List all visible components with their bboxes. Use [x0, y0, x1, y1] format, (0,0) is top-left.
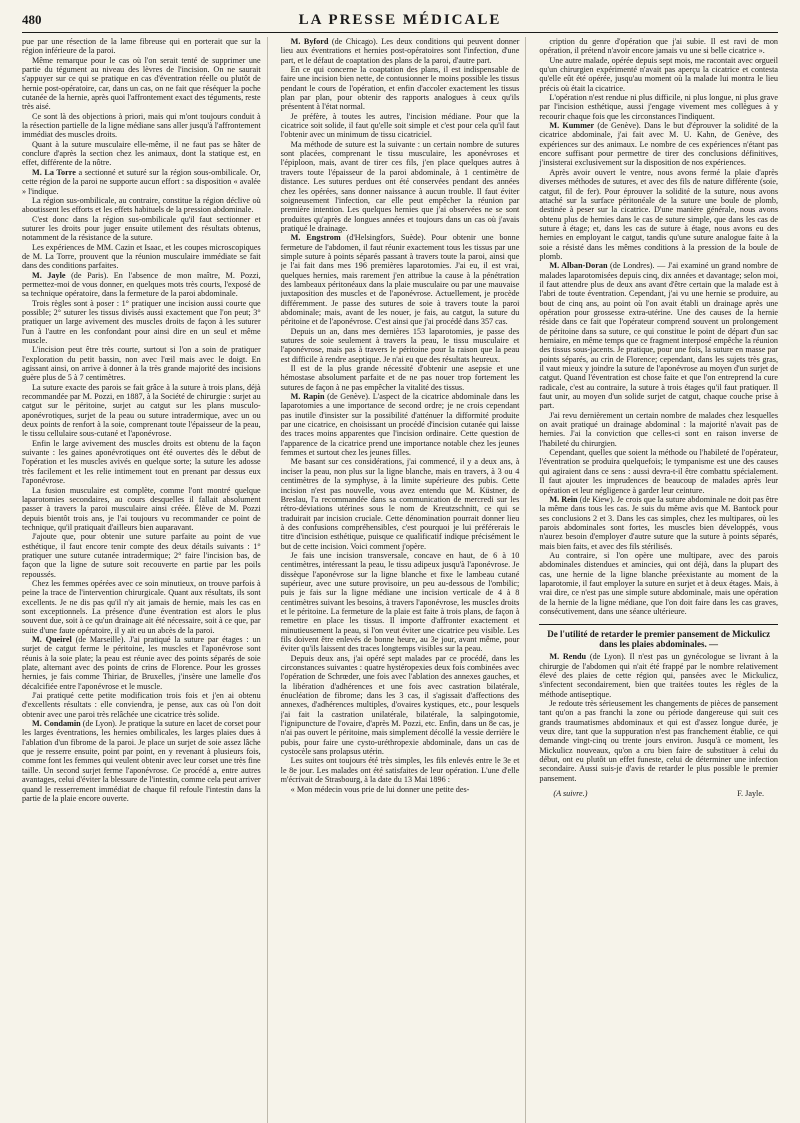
paragraph: [539, 448, 778, 495]
paragraph-text: L'incision peut être très courte, surtout si l'on a soin de pratiquer l'exploration du petit bassin, non avec l'œil mais avec le doigt. En agissant ainsi, on arrive à donner à la très grande majorité des incisions guère plus de 5 à 7 centimètres.: [22, 345, 261, 383]
paragraph: [281, 785, 520, 794]
paragraph-text: Depuis un an, dans mes dernières 153 laparotomies, je passe des sutures de soie seulement à travers la peau, le tissu musculaire et l'aponévrose, mais pas à travers le péritoine pour la raison que la peau est difficile à rendre aseptique. Je n'ai eu que des résultats heureux.: [280, 326, 520, 364]
paragraph: [539, 551, 778, 616]
paragraph: [22, 345, 261, 382]
speaker-name: M. Queirel: [32, 635, 72, 644]
page-header: [22, 10, 778, 33]
paragraph: [22, 635, 261, 691]
paragraph: [539, 261, 778, 411]
paragraph-text: (de Londres). — J'ai examiné un grand nombre de malades laparotomisées depuis cinq, dix années et davantage; selon moi, il faut attendre plus de deux ans avant d'être certain que la malade est à l'abri de toute éventration. Cependant, j'ai vu une hernie se produire, au bout de cinq ans, au point où l'on avait établi un drainage après une opération pour grossesse extra-utérine. Une des causes de la hernie réside dans ce fait que l'opérateur comprend souvent un prolongement de péritoine dans sa suture, ce qui constitue le point de départ d'un sac herniaire, en même temps que ce fragment interposé empêche la réunion des tissus sous-jacents. Je pratique, pour une fois, la suture en masse par points séparés, au crin de Florence; cependant, dans les sujets très gras, il vaut mieux y joindre la suture de l'aponévrose au moyen d'un surjet de catgut. Quand l'éventration est chose faite et que l'on entreprend la cure radicale, c'est au contraire, la suture à trois étages qu'il faut pratiquer. Il faut unir, au moyen d'un solide surjet de catgut, chaque couche prise à part.: [539, 261, 778, 411]
paragraph: [22, 532, 261, 579]
paragraph: [281, 457, 520, 550]
paragraph-text: Trois règles sont à poser : 1° pratiquer une incision aussi courte que possible; 2° suturer les tissus divisés aussi exactement que l'on peut; 3° pratiquer un large avivement des muscles droits de façon à les suturer l'un à l'autre en les confondant pour ainsi dire en un seul et même muscle.: [22, 298, 261, 345]
speaker-name: M. Rein: [549, 494, 578, 504]
paragraph: [22, 215, 261, 243]
paragraph: [22, 486, 261, 533]
paragraph: [539, 121, 778, 168]
paragraph: [22, 691, 261, 719]
paragraph-text: L'opération n'est rendue ni plus difficile, ni plus longue, ni plus grave par l'incision esthétique, aussi j'engage vivement mes collègues à y recourir chaque fois que les circonstances l'indiquent.: [539, 93, 778, 121]
paragraph: [539, 93, 778, 121]
paragraph: [281, 233, 520, 326]
paragraph-text: Cependant, quelles que soient la méthode ou l'habileté de l'opérateur, l'éventration se produira quelquefois; le tympanisme est une des causes qui agiraient dans ce sens : aussi devra-t-il être combattu spécialement. Il faut ajouter les imprudences de beaucoup de malades après leur opération et leur négligence à garder leur ceinture.: [539, 448, 778, 495]
paragraph-text: J'ai pratiqué cette petite modification trois fois et j'en ai obtenu d'excellents résultats : elle conviendra, je pense, aux cas où l'on doit obtenir avec une paroi très relâchée une cicatrice très solide.: [22, 691, 261, 719]
signoff: [539, 789, 778, 798]
speaker-name: M. Kummer: [549, 121, 595, 131]
paragraph-text: (d'Helsingfors, Suède). Pour obtenir une bonne fermeture de l'abdomen, il faut réunir exactement tous les tissus par une simple suture à points séparés passant à travers toute la paroi, ainsi que je l'ai fait dans mes 196 premières laparotomies. J'ai eu, il est vrai, quelques hernies, mais rarement j'en attribue la cause à la pénétration des lambeaux péritonéaux dans la plaie musculaire ou par une mauvaise juxtaposition des muscles et de l'aponévrose. Actuellement, je procède différemment. Je passe des sutures de soie à travers toute la paroi abdominale; mais, avant de les nouer, je fais, au catgut, la suture du péritoine et de l'aponévrose. C'est ainsi que j'ai procédé dans 357 cas.: [280, 233, 520, 327]
paragraph: [22, 243, 261, 271]
speaker-name: M. Engstrom: [290, 233, 341, 243]
paragraph: [22, 37, 261, 56]
author-signature: F. Jayle.: [737, 789, 765, 799]
paragraph-text: Au contraire, si l'on opère une multipare, avec des parois abdominales distendues et amincies, qui ont déjà, dans la plupart des cas, une hernie de la ligne blanche préexistante au moment de la laparotomie, il faut employer la suture en surjet et à deux étages. Mais, à vrai dire, ce n'est pas une simple suture abdominale, mais une opération de la hernie de la ligne médiane, que l'on doit faire dans les cas graves, consécutivement, dans une séance ultérieure.: [539, 550, 778, 616]
paragraph: [281, 392, 520, 457]
column-right: [539, 37, 778, 1123]
text-columns: [22, 37, 778, 1123]
paragraph-text: (de Marseille). J'ai pratiqué la suture par étages : un surjet de catgut ferme le péritoine, les muscles et l'aponévrose sont réunis à la soie plate; la peau est réunie avec des points séparés de soie plate, alternant avec des points de crins de Florence. Pour les grosses hernies, je fais comme Thiriar, de Bruxelles, j'insère une lamelle d'os décalcifiée entre l'aponévrose et le muscle.: [22, 635, 261, 691]
speaker-name: M. La Torre: [32, 167, 76, 177]
paragraph-text: Enfin le large avivement des muscles droits est obtenu de la façon suivante : les gaines aponévrotiques ont été ouvertes dès le début de l'opération et les muscles avivés en quelque sorte; la suture les adosse très facilement et les relie intimement tout en prenant par dessus eux l'aponévrose.: [22, 438, 261, 486]
paragraph: [281, 364, 520, 392]
paragraph-text: Je redoute très sérieusement les changements de pièces de pansement tant qu'on a pas franchi la zone ou période dangereuse qui suit ces grands traumatismes abdominaux et qui est d'assez longue durée, je veux dire, tant que la suppuration n'est pas franchement établie, ce qui demande vingt-cinq ou trente jours environ. Jusqu'à ce moment, les Mickulicz nouveaux, qu'on a cru bien faire de substituer à celui du début, ont eu plutôt un effet funeste, celui de déterminer une infection secondaire. Aussi suis-je d'avis de retarder le plus possible le premier pansement.: [539, 699, 778, 783]
paragraph-text: Après avoir ouvert le ventre, nous avons fermé la plaie d'après diverses méthodes de sutures, et avec des fils de nature différente (soie, catgut, fil de fer). Pour éprouver la solidité de la suture, nous avons attaché sur la surface péritonéale de la suture une boule de plomb, destinée à peser sur la cicatrice. D'une manière générale, nous avons obtenu plus de hernies dans le cas de suture simple, que dans les cas de suture à étage; et, dans les cas de suture à étage, nous avons eu des hernies en employant le catgut, tandis qu'une suture analogue faite à la soie a résisté dans les mêmes conditions à la pression de la boule de plomb.: [539, 167, 778, 261]
paragraph: [281, 551, 520, 654]
column-left: [22, 37, 268, 1123]
paragraph: [539, 37, 778, 56]
paragraph-text: La région sus-ombilicale, au contraire, constitue la région déclive où aboutissent les efforts et les effets habituels de la pression abdominale.: [22, 195, 261, 215]
paragraph: [22, 719, 261, 803]
speaker-name: M. Byford: [290, 37, 329, 46]
paragraph: [539, 495, 778, 551]
paragraph-text: (de Genève). L'aspect de la cicatrice abdominale dans les laparotomies a une importance de second ordre; je ne crois cependant pas inutile d'insister sur la possibilité d'atténuer la difformité produite par une cicatrice, en choisissant un procédé d'incision cutanée qui laisse des traces moins apparentes que l'incision ordinaire. Cette question de l'apparence de la cicatrice prend une importance notable chez les jeunes femmes et surtout chez les jeunes filles.: [280, 392, 520, 458]
paragraph-text: Me basant sur ces considérations, j'ai commencé, il y a deux ans, à inciser la peau, non plus sur la ligne blanche, mais en travers, à 3 ou 4 centimètres de la symphyse, à la limite supérieure des pubis. Cette incision n'est pas nouvelle, vous avez entendu que M. Küstner, de Breslau, l'a recommandée dans sa communication de mercredi sur les rétro-déviations utérines sous le nom de Kreutzschnitt, ce qui se traduirait par incision cruciale. Cette dénomination pourrait donner lieu à des confusions compréhensibles, c'est pourquoi je lui préférerais le titre d'incision esthétique, puisque ce qualificatif indique précisément le but de cette incision. Voici comment j'opère.: [280, 457, 520, 551]
paragraph: [22, 196, 261, 215]
paragraph-text: La suture exacte des parois se fait grâce à la suture à trois plans, déjà recommandée par M. Pozzi, en 1887, à la Société de chirurgie : surjet au catgut sur le péritoine, surjet au catgut sur les plans musculo-aponévrotiques, surjet de la peau ou suture intradermique, avec un ou deux points de renfort à la soie, comprenant toute l'épaisseur de la peau, le tissu cellulaire sous-cutané et l'aponévrose.: [22, 382, 261, 439]
paragraph-text: (de Genève). Dans le but d'éprouver la solidité de la cicatrice abdominale, j'ai fait avec M. U. Kahn, de Genève, des expériences sur des animaux. Le nombre de ces expériences n'étant pas encore suffisant pour permettre de tirer des conclusions définitives, j'insisterai exclusivement sur la disposition de nos expériences.: [539, 121, 778, 168]
paragraph-text: Les expériences de MM. Cazin et Isaac, et les coupes microscopiques de M. La Torre, prouvent que la réunion musculaire immédiate se fait dans des conditions parfaites.: [22, 242, 261, 271]
paragraph-text: (de Chicago). Les deux conditions qui peuvent donner lieu aux éventrations et hernies post-opératoires sont l'infection, d'une part, et le défaut de coaptation des plans de la paroi, d'autre part.: [280, 37, 520, 65]
paragraph-text: En ce qui concerne la coaptation des plans, il est indispensable de faire une incision bien nette, de contusionner le moins possible les tissus pendant le cours de l'opération, et enfin d'accoler exactement les tissus plan par plan, pour obtenir des rapports analogues à ceux qu'ils présentent à l'état normal.: [280, 65, 520, 112]
paragraph: [539, 652, 778, 699]
paragraph-text: Il est de la plus grande nécessité d'obtenir une asepsie et une hémostase absolument parfaite et de ne pas nouer trop fortement les sutures de façon à ne pas empêcher la vitalité des tissus.: [280, 364, 520, 392]
paragraph-text: La fusion musculaire est complète, comme l'ont montré quelque laparotomies secondaires, au cours desquelles il fallait absolument passer à travers la paroi musculaire ainsi créée. Élève de M. Pozzi depuis bientôt trois ans, je l'ai toujours vu recommander ce point de technique, qu'il pratiquait d'ailleurs bien auparavant.: [22, 485, 261, 532]
paragraph: [281, 112, 520, 140]
paragraph: [22, 140, 261, 168]
paragraph: [281, 654, 520, 757]
paragraph: [539, 699, 778, 783]
paragraph: [281, 37, 520, 65]
paragraph: [539, 168, 778, 261]
paragraph-text: Chez les femmes opérées avec ce soin minutieux, on trouve parfois à peine la trace de l'intervention chirurgicale. Quant aux résultats, ils sont excellents. Je ne dis pas qu'il n'y ait jamais de hernie, mais les cas en sont exceptionnels. La présence d'une éventration est alors le plus souvent due, soit à ce qu'un drainage ait été nécessaire, soit à ce que, par suite d'une faute opératoire, il y ait eu un abcès de la paroi.: [22, 578, 261, 635]
column-right-body: [539, 37, 778, 783]
paragraph-text: pue par une résection de la lame fibreuse qui en porterait que sur la région inférieure de la paroi.: [22, 37, 261, 56]
paragraph: [22, 579, 261, 635]
journal-title: LA PRESSE MÉDICALE: [298, 12, 502, 28]
paragraph: [22, 383, 261, 439]
paragraph: [539, 411, 778, 448]
speaker-name: M. Alban-Doran: [549, 261, 608, 271]
paragraph-text: Depuis deux ans, j'ai opéré sept malades par ce procédé, dans les circonstances suivantes : quatre hystéropexies deux fois combinées avec l'opération de Schrœder, une fois avec l'ablation des annexes gauches, et la libération d'adhérences et une fois avec castration bilatérale, énucléation de fibrome; dans les 3 cas, il s'agissait d'affections des annexes, d'adhérences multiples, d'ovaires kystiques, etc., pour lesquels j'ai fait la castration unilatérale, bilatérale, la salpingotomie, l'ignipuncture de l'ovaire, d'après M. Pozzi, etc. Enfin, dans un 8e cas, je n'ai pas ouvert le péritoine, mais simplement décollé la vessie derrière le pubis, pour faire une cysto-uréthropexie abdominale, dans un cas de cystocèle sans prolapsus utérin.: [280, 653, 520, 757]
paragraph: [22, 439, 261, 486]
paragraph: [22, 271, 261, 299]
paragraph-text: Même remarque pour le cas où l'on serait tenté de supprimer une partie du tégument au niveau des lèvres de l'incision. On ne saurait s'appuyer sur ce qui se pratique en cas d'éventration réelle ou plutôt de hernie post-opératoire, car, dans un cas, on ne fait que réséquer la poche cutanée de la hernie, après quoi l'affrontement exact des téguments, reste très aisé.: [22, 55, 261, 112]
speaker-name: M. Jayle: [32, 270, 66, 280]
paragraph-text: Une autre malade, opérée depuis sept mois, me racontait avec orgueil qu'un chirurgien expérimenté n'avait pas aperçu la cicatrice et contesta qu'elle eût été opérée, jusqu'au moment où la malade lui montra le lieu précis où était la cicatrice.: [539, 55, 778, 93]
section-title: De l'utilité de retarder le premier pansement de Mickulicz dans les plaies abdominales. —: [539, 624, 778, 649]
paragraph: [22, 168, 261, 196]
paragraph-text: (de Kiew). Je crois que la suture abdominale ne doit pas être la même dans tous les cas. Je suis du même avis que M. Bantock pour ses conclusions 2 et 3. Dans les cas simples, chez les multipares, où les parois abdominales sont fortes, les muscles bien développés, vous n'aurez besoin d'employer d'autre suture que la suture à points séparés, mais bien faits, et avec des fils stérilisés.: [539, 494, 778, 551]
paragraph: [22, 56, 261, 112]
paragraph-text: Les suites ont toujours été très simples, les fils enlevés entre le 3e et le 8e jour. Les malades ont été satisfaites de leur opération. L'une d'elle m'écrivait de Strasbourg, à la date du 13 Mai 1896 :: [280, 756, 520, 785]
paragraph-text: J'ai revu dernièrement un certain nombre de malades chez lesquelles on avait pratiqué un drainage abdominal : la majorité n'avait pas de hernies. J'ai la conviction que celles-ci sont en raison inverse de l'habileté du chirurgien.: [539, 410, 778, 448]
paragraph-text: Ma méthode de suture est la suivante : un certain nombre de sutures sont placées, comprenant le tissu musculaire, les aponévroses et l'épiploon, mais, avant de tirer ces fils, j'en place quelques autres à travers toute l'épaisseur de la paroi abdominale, à 1 centimètre de distance. Les sutures perdues ont été conservées pendant des années chez les opérées, sans donner naissance à aucun trouble. Il faut éviter soigneusement l'infection, car elle peut empêcher la réunion par première intention. Les quelques hernies que j'ai observées ne se sont produites qu'après de longues années et toujours dans un cas où j'avais pratiqué le drainage.: [280, 139, 520, 233]
paragraph: [281, 140, 520, 233]
speaker-name: M. Rapin: [290, 392, 325, 402]
page-number: 480: [22, 12, 42, 27]
paragraph-text: C'est donc dans la région sus-ombilicale qu'il faut sectionner et suturer les droits pour juger ensuite utilement des résultats obtenus, notamment de la résistance de la suture.: [22, 214, 261, 243]
paragraph-text: cription du genre d'opération que j'ai subie. Il est ravi de mon opération, il prétend n'avoir encore jamais vu une si belle cicatrice ».: [539, 37, 778, 56]
paragraph: [281, 756, 520, 784]
paragraph: [281, 65, 520, 112]
paragraph: [22, 299, 261, 346]
paragraph-text: (de Lyon). Je pratique la suture en lacet de corset pour les larges éventrations, les hernies ombilicales, les larges plaies dues à l'ablation d'un fibrome de la paroi. Je place un surjet de soie assez lâche que je resserre ensuite, point par point, en y revenant à plusieurs fois, comme font les femmes qui veulent obtenir avec leur corset une très fine taille. Un second surjet ferme l'aponévrose. Ce procédé a, entre autres avantages, celui d'éviter la blessure de l'intestin, comme cela peut arriver quand le resserrement immédiat de chaque fil refoule l'intestin dans la partie de la plaie encore ouverte.: [22, 719, 261, 803]
continued-note: (A suivre.): [553, 789, 588, 799]
speaker-name: M. Rendu: [549, 652, 587, 662]
paragraph-text: « Mon médecin vous prie de lui donner une petite des-: [290, 784, 470, 794]
speaker-name: M. Condamin: [32, 719, 81, 729]
paragraph-text: (de Lyon). Il n'est pas un gynécologue se livrant à la chirurgie de l'abdomen qui n'ait été frappé par le nombre relativement élevé des plaies de cette région qui, pansées avec le Mickulicz, s'infectent secondairement, bien que traitées toutes les règles de la méthode antiseptique.: [539, 652, 778, 699]
paragraph-text: Quant à la suture musculaire elle-même, il ne faut pas se hâter de conclure d'après la section chez les animaux, dont la statique est, en effet, différente de la nôtre.: [22, 139, 261, 168]
paragraph: [281, 327, 520, 364]
paragraph: [539, 56, 778, 93]
paragraph-text: (de Paris). En l'absence de mon maître, M. Pozzi, permettez-moi de vous donner, en quelques mots très courts, l'exposé de sa technique opératoire, dans la fermeture de la paroi abdominale.: [22, 270, 261, 299]
paragraph-text: Ce sont là des objections à priori, mais qui m'ont toujours conduit à la résection partielle de la ligne médiane sans aller jusqu'à l'affrontement immédiat des muscles droits.: [22, 111, 261, 140]
paragraph-text: J'ajoute que, pour obtenir une suture parfaite au point de vue esthétique, il faut encore tenir compte des deux détails suivants : 1° pratiquer une suture cutanée intradermique; 2° faire l'incision bas, de façon que la ligne de suture soit recouverte en partie par les poils repoussés.: [22, 532, 261, 579]
paragraph-text: Je préfère, à toutes les autres, l'incision médiane. Pour que la cicatrice soit solide, il faut qu'elle soit simple et c'est pour cela qu'il faut l'obtenir avec un minimum de tissu cicatriciel.: [280, 111, 520, 140]
column-middle: [281, 37, 527, 1123]
paragraph: [22, 112, 261, 140]
paragraph-text: a sectionné et suturé sur la région sous-ombilicale. Or, cette région de la paroi ne supporte aucun effort : sa disposition « avalée » l'indique.: [22, 167, 261, 196]
paragraph-text: Je fais une incision transversale, concave en haut, de 6 à 10 centimètres, intéressant la peau, le tissu adipeux jusqu'à l'aponévrose. Je dissèque l'aponévrose sur la ligne blanche et fixe le lambeau cutané supérieur, avec une suture provisoire, un peu au-dessous de l'ombilic; puis je fais sur la ligne médiane une incision verticale de 4 à 8 centimètres suivant les besoins, à travers l'aponévrose, les muscles droits et le péritoine. La fermeture de la plaie est faite à trois plans, de façon à remettre en place les tissus. Il importe d'affronter exactement et minutieusement la peau, si l'on veut éviter une cicatrice peu visible. Les fils doivent être enlevés de bonne heure, au 3e jour, avant même, pour éviter qu'ils laissent des traces longtemps visibles sur la peau.: [280, 550, 520, 654]
